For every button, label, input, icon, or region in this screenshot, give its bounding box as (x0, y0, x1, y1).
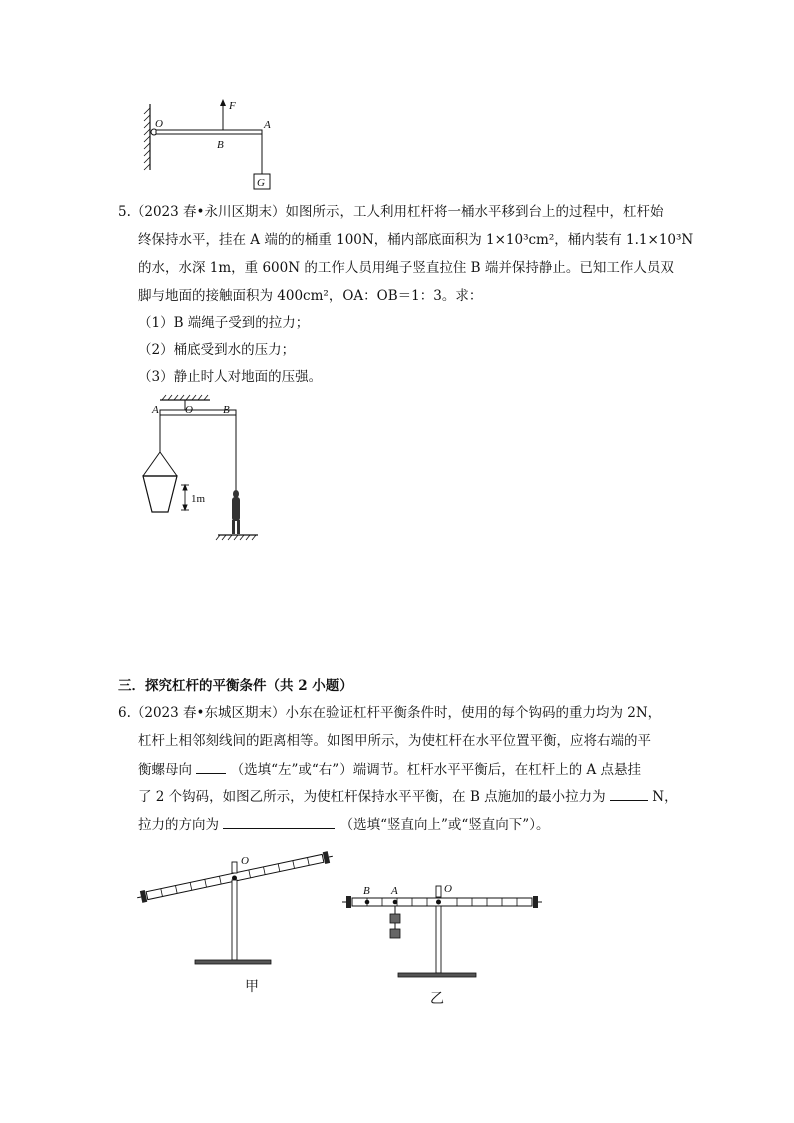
lever-figure-q5 (130, 392, 270, 552)
lever-figure-jia (135, 846, 345, 971)
label-depth: 1m (191, 493, 206, 505)
pivot-o (436, 900, 441, 905)
q6-line-3 (138, 759, 641, 780)
point-b (365, 900, 370, 905)
section-title: 三．探究杠杆的平衡条件（共 2 小题） (118, 678, 353, 694)
stand-base (195, 960, 271, 964)
label-o: O (241, 855, 249, 867)
q6-line-3-end: （选填“左”或“右”）端调节。杠杆水平平衡后，在杠杆上的 A 点悬挂 (230, 762, 642, 778)
q5-line-2: 终保持水平，挂在 A 端的的桶重 100N，桶内部底面积为 1×10³cm²，桶内装有 1.1×10³N (138, 232, 694, 248)
label-g: G (257, 177, 265, 189)
balance-nut-right (533, 896, 538, 908)
q6-line-1: 6.（2023 春•东城区期末）小东在验证杠杆平衡条件时，使用的每个钩码的重力均为 2N， (118, 705, 662, 721)
caption-yi: 乙 (430, 991, 444, 1007)
worker-figure (232, 490, 240, 534)
label-a: A (152, 404, 159, 416)
q6-line-5-start: 拉力的方向为 (138, 817, 219, 833)
stand-post (232, 880, 237, 960)
q6-line-4-end: N， (652, 789, 678, 805)
label-o: O (444, 883, 452, 895)
stand-base (398, 973, 476, 977)
q5-sub-2: （2）桶底受到水的压力； (138, 342, 296, 358)
q5-line-3: 的水，水深 1m，重 600N 的工作人员用绳子竖直拉住 B 端并保持静止。已知工作人员双 (138, 260, 674, 276)
q5-sub-1: （1）B 端绳子受到的拉力； (138, 315, 310, 331)
q6-line-4 (138, 786, 678, 807)
q6-line-5-end: （选填“竖直向上”或“竖直向下”）。 (339, 817, 550, 833)
q6-line-3-start: 衡螺母向 (138, 762, 192, 778)
label-o: O (185, 404, 193, 416)
q5-sub-3: （3）静止时人对地面的压强。 (138, 369, 323, 385)
q6-line-2: 杠杆上相邻刻线间的距离相等。如图甲所示，为使杠杆在水平位置平衡，应将右端的平 (138, 733, 651, 749)
horizontal-lever (342, 896, 542, 908)
label-b: B (217, 139, 224, 151)
q6-line-5 (138, 814, 549, 835)
lever-figure-yi (340, 876, 545, 986)
q5-line-4: 脚与地面的接触面积为 400cm²，OA：OB＝1：3。求： (138, 288, 483, 304)
label-b: B (223, 404, 230, 416)
label-a: A (391, 885, 398, 897)
caption-jia: 甲 (245, 979, 259, 995)
q5-line-1: 5.（2023 春•永川区期末）如图所示，工人利用杠杆将一桶水平移到台上的过程中，杠杆始 (118, 204, 664, 220)
q6-line-4-start: 了 2 个钩码，如图乙所示，为使杠杆保持水平平衡，在 B 点施加的最小拉力为 (138, 789, 606, 805)
lever-bar (156, 130, 262, 134)
label-f: F (229, 100, 236, 112)
answer-blank-1[interactable] (196, 759, 226, 774)
point-a (393, 900, 398, 905)
label-a: A (264, 119, 271, 131)
answer-blank-3[interactable] (223, 814, 335, 829)
water-bucket (143, 476, 177, 512)
wall (144, 104, 150, 170)
balance-nut-left (346, 896, 351, 908)
depth-marker (181, 485, 189, 510)
hook-weights (390, 906, 400, 938)
lever-figure-q4 (135, 94, 295, 194)
answer-blank-2[interactable] (610, 786, 648, 801)
stand-post (436, 906, 441, 973)
label-b: B (363, 885, 370, 897)
ground (216, 535, 258, 540)
label-o: O (155, 118, 163, 130)
